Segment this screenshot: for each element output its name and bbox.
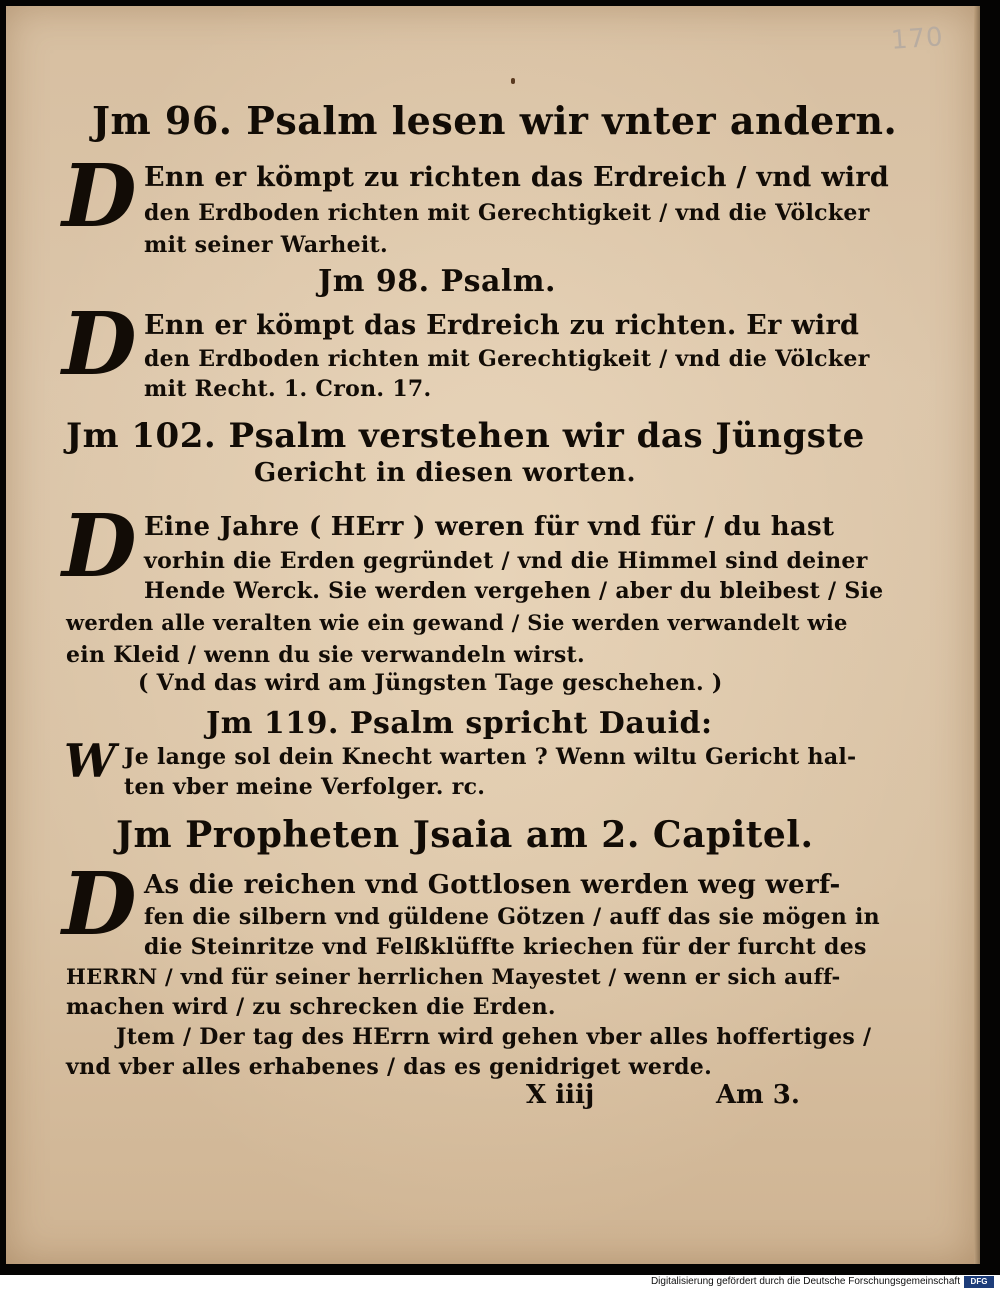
heading-psalm-98: Jm 98. Psalm. — [318, 264, 556, 299]
heading-psalm-102: Jm 102. Psalm verstehen wir das Jüngste — [66, 416, 865, 456]
heading-psalm-102-cont: Gericht in diesen worten. — [254, 458, 637, 488]
text-line: Hende Werck. Sie werden vergehen / aber du bleibest / Sie — [144, 578, 884, 604]
book-page — [6, 6, 974, 1264]
text-line: mit seiner Warheit. — [144, 232, 388, 258]
text-line: vnd vber alles erhabenes / das es genidriget werde. — [66, 1054, 713, 1080]
initial-letter: W — [64, 734, 116, 788]
heading-psalm-96: Jm 96. Psalm lesen wir vnter andern. — [92, 98, 898, 143]
text-line: mit Recht. 1. Cron. 17. — [144, 376, 432, 402]
page-edge — [974, 6, 980, 1264]
text-line: Je lange sol dein Knecht warten ? Wenn wiltu Gericht hal- — [124, 744, 857, 770]
text-line: werden alle veralten wie ein gewand / Sie werden verwandelt wie — [66, 610, 848, 635]
text-line: ten vber meine Verfolger. rc. — [124, 774, 486, 800]
text-line: As die reichen vnd Gottlosen werden weg werf- — [144, 870, 841, 900]
text-note: ( Vnd das wird am Jüngsten Tage geschehen. ) — [138, 670, 723, 696]
text-line: Enn er kömpt das Erdreich zu richten. Er wird — [144, 310, 860, 341]
initial-letter: D — [62, 146, 137, 247]
catchword: Am 3. — [716, 1080, 800, 1110]
initial-letter: D — [62, 854, 137, 955]
text-line: Eine Jahre ( HErr ) weren für vnd für / du hast — [144, 512, 835, 542]
footer-credit: Digitalisierung gefördert durch die Deutsche Forschungsgemeinschaft — [650, 1276, 960, 1287]
text-line: ein Kleid / wenn du sie verwandeln wirst. — [66, 642, 585, 668]
heading-psalm-119: Jm 119. Psalm spricht Dauid: — [206, 706, 713, 741]
text-line: fen die silbern vnd güldene Götzen / auff das sie mögen in — [144, 904, 880, 930]
text-line: den Erdboden richten mit Gerechtigkeit / vnd die Völcker — [144, 346, 870, 372]
text-line: die Steinritze vnd Felßklüffte kriechen für der furcht des — [144, 934, 867, 960]
footer-bar — [0, 1275, 1000, 1290]
text-line: den Erdboden richten mit Gerechtigkeit / vnd die Völcker — [144, 200, 870, 226]
text-line: machen wird / zu schrecken die Erden. — [66, 994, 556, 1020]
text-line: Jtem / Der tag des HErrn wird gehen vber alles hoffertiges / — [116, 1024, 872, 1050]
signature-mark: X iiij — [526, 1080, 595, 1110]
heading-isaiah-2: Jm Propheten Jsaia am 2. Capitel. — [116, 814, 814, 856]
ink-spot — [511, 78, 515, 84]
dfg-logo: DFG — [964, 1276, 994, 1288]
folio-number: 170 — [890, 22, 945, 56]
text-line: vorhin die Erden gegründet / vnd die Himmel sind deiner — [144, 548, 868, 574]
initial-letter: D — [62, 496, 137, 597]
text-line: Enn er kömpt zu richten das Erdreich / vnd wird — [144, 162, 890, 193]
text-line: HERRN / vnd für seiner herrlichen Mayestet / wenn er sich auff- — [66, 964, 841, 989]
initial-letter: D — [62, 294, 137, 395]
